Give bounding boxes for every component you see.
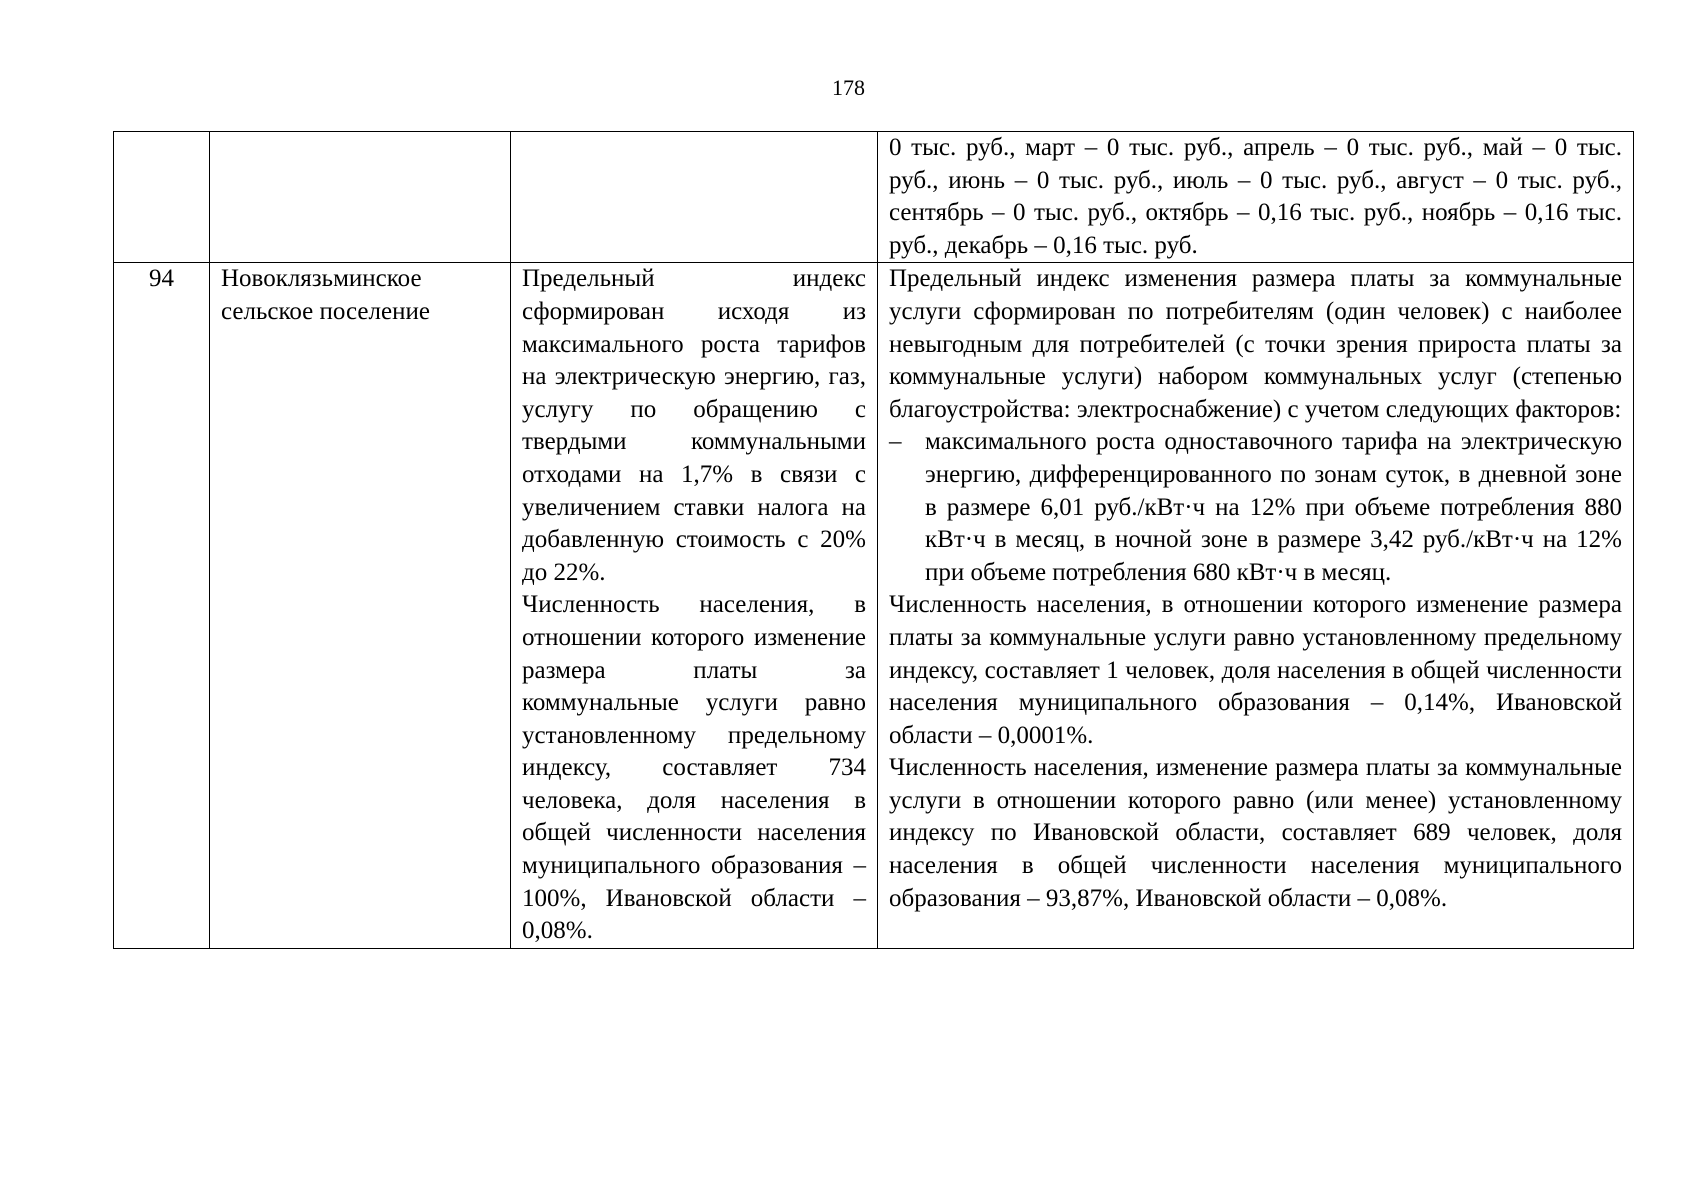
table-row-94 — [114, 263, 1634, 948]
justification-paragraph: Предельный индекс сформирован исходя из максимального роста тарифов на электрическую энергию, газ, услугу по обращению с твердыми коммунальными отходами на 1,7% в связи с увеличением ставки налога на добавленную стоимость с 20% до 22%. — [522, 265, 866, 586]
index-formation-paragraph: Предельный индекс изменения размера платы за коммунальные услуги сформирован по потребителям (один человек) с наиболее невыгодным для потребителей (с точки зрения прироста платы за коммунальные услуги) набором коммунальных услуг (степенью благоустройства: электроснабжение) с учетом следующих факторов: — [889, 265, 1622, 423]
index-details-cell — [878, 263, 1634, 948]
population-paragraph: Численность населения, в отношении которого изменение размера платы за коммунальные услуги равно установленному предельному индексу, составляет 734 человека, доля населения в общей численности населения муниципального образования – 100%, Ивановской области – 0,08%. — [522, 591, 866, 945]
population-equal-index-paragraph: Численность населения, в отношении которого изменение размера платы за коммунальные услуги равно установленному предельному индексу, составляет 1 человек, доля населения в общей численности населения муниципального образования – 0,14%, Ивановской области – 0,0001%. — [889, 591, 1622, 749]
monthly-amounts-text: 0 тыс. руб., март – 0 тыс. руб., апрель – 0 тыс. руб., май – 0 тыс. руб., июнь – 0 тыс. руб., июль – 0 тыс. руб., август – 0 тыс. руб., сентябрь – 0 тыс. руб., октябрь – 0,16 тыс. руб., ноябрь – 0,16 тыс. руб., декабрь – 0,16 тыс. руб. — [889, 134, 1622, 259]
factors-list — [889, 426, 1622, 589]
factor-item: – максимального роста одноставочного тарифа на электрическую энергию, дифференцированного по зонам суток, в дневной зоне в размере 6,01 руб./кВт·ч на 12% при объеме потребления 880 кВт·ч в месяц, в ночной зоне в размере 3,42 руб./кВт·ч на 12% при объеме потребления 680 кВт·ч в месяц. — [925, 426, 1622, 589]
index-details-cell — [878, 132, 1634, 263]
table-row-continuation — [114, 132, 1634, 263]
row-number-cell — [114, 132, 210, 263]
settlement-cell — [210, 132, 511, 263]
row-number-cell: 94 — [114, 263, 210, 948]
settlement-name: Новоклязьминское сельское поселение — [221, 265, 430, 325]
index-justification-cell — [511, 132, 878, 263]
settlement-cell — [210, 263, 511, 948]
population-below-index-paragraph: Численность населения, изменение размера платы за коммунальные услуги в отношении которого равно (или менее) установленному индексу по Ивановской области, составляет 689 человек, доля населения в общей численности населения муниципального образования – 93,87%, Ивановской области – 0,08%. — [889, 754, 1622, 912]
page-number: 178 — [832, 75, 865, 100]
index-justification-cell — [511, 263, 878, 948]
tariff-index-table — [113, 131, 1634, 949]
